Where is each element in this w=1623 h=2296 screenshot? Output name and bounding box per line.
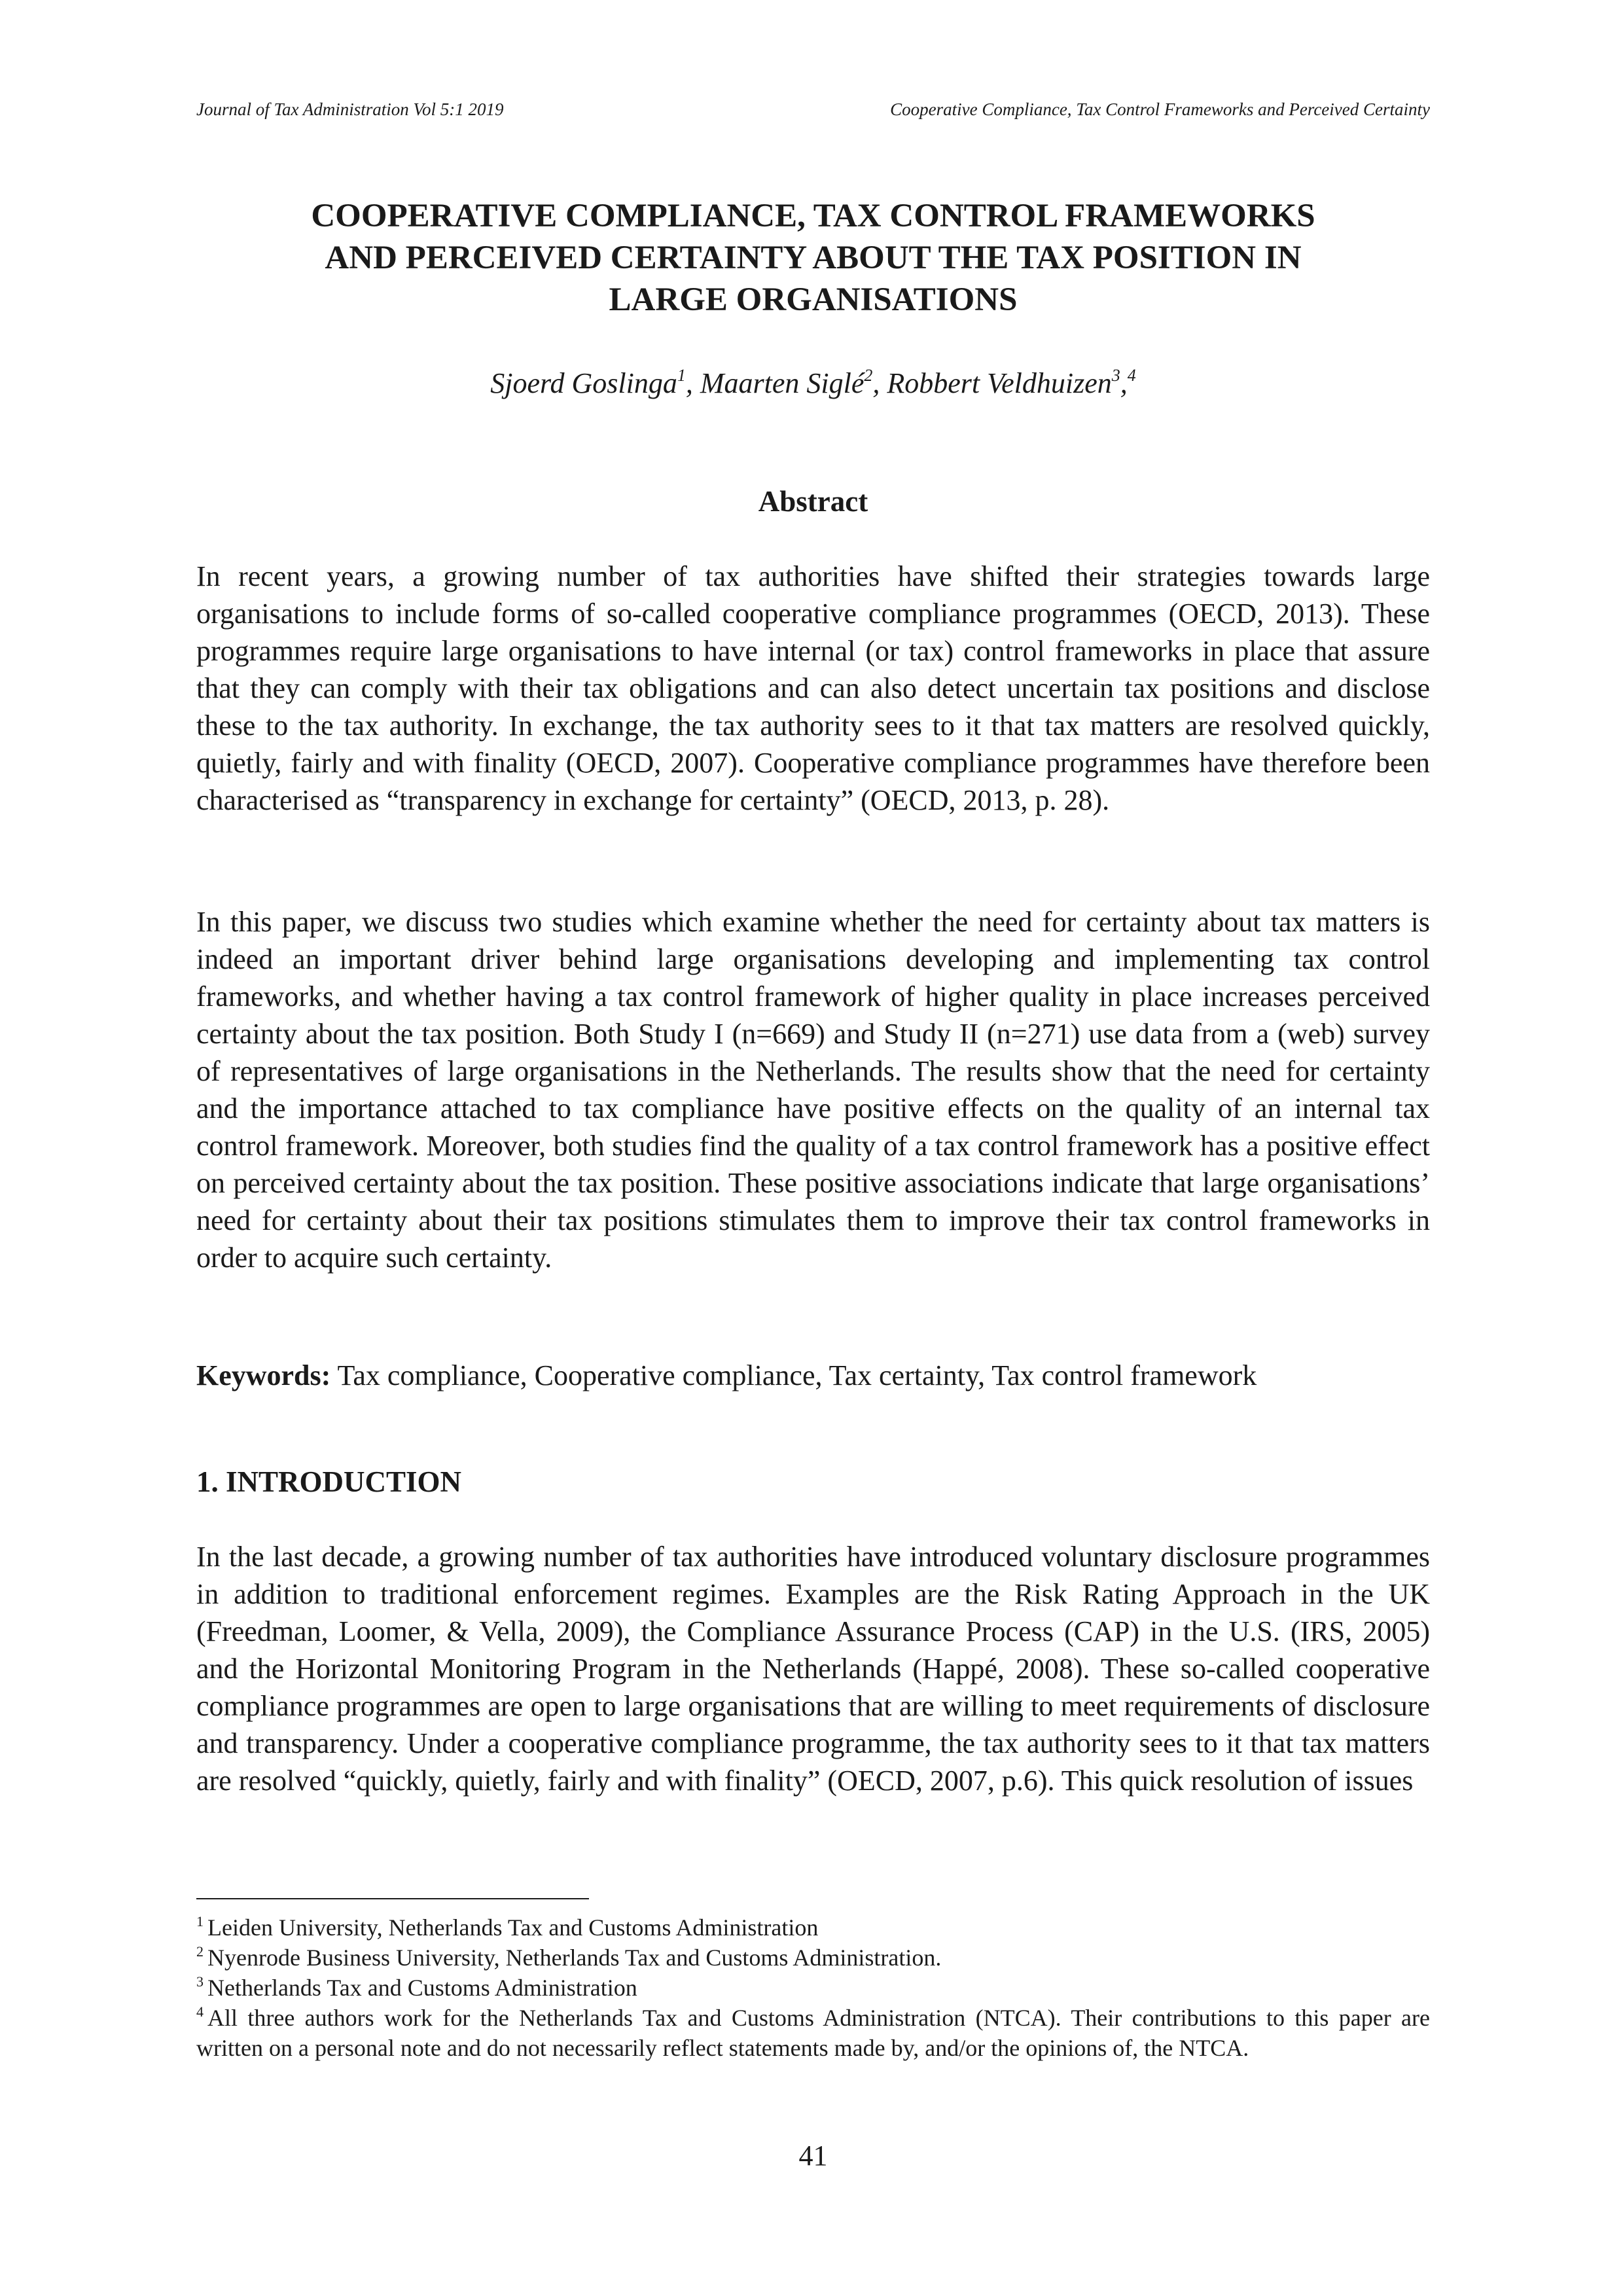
footnote-text: Netherlands Tax and Customs Administration <box>207 1975 637 2001</box>
author-affiliation-marker[interactable]: 3 <box>1111 366 1120 385</box>
author-affiliation-marker[interactable]: 2 <box>864 366 873 385</box>
footnote-text: Leiden University, Netherlands Tax and Customs Administration <box>207 1914 819 1941</box>
journal-name: Journal of Tax Administration Vol 5:1 2019 <box>196 99 504 119</box>
footnote-item <box>196 1943 1430 1973</box>
abstract-paragraph: In this paper, we discuss two studies which examine whether the need for certainty about tax matters is indeed an important driver behind large organisations developing and implementing tax control frameworks, and whether having a tax control framework of higher quality in place increases perceived certainty about the tax position. Both Study I (n=669) and Study II (n=271) use data from a (web) survey of representatives of large organisations in the Netherlands. The results show that the need for certainty and the importance attached to tax compliance have positive effects on the quality of an internal tax control framework. Moreover, both studies find the quality of a tax control framework has a positive effect on perceived certainty about the tax position. These positive associations indicate that large organisations’ need for certainty about their tax positions stimulates them to improve their tax control frameworks in order to acquire such certainty. <box>196 906 1430 1274</box>
section-heading-introduction: 1. INTRODUCTION <box>196 1465 462 1498</box>
author-affiliation-marker[interactable]: 1 <box>677 366 686 385</box>
author-name: Robbert Veldhuizen <box>887 367 1112 399</box>
title-line: COOPERATIVE COMPLIANCE, TAX CONTROL FRAMEWORKS <box>311 198 1315 234</box>
footnote-number: 2 <box>196 1943 204 1960</box>
running-head <box>196 98 1430 120</box>
author-separator: , <box>872 367 887 399</box>
author-affiliation-marker[interactable]: 4 <box>1127 366 1136 385</box>
footnote-item <box>196 2003 1430 2063</box>
footnote-number: 3 <box>196 1973 204 1990</box>
footnote-number: 4 <box>196 2003 204 2020</box>
footnote-text: All three authors work for the Netherlands Tax and Customs Administration (NTCA). Their contributions to this paper are written on a personal note and do not necessarily reflect statements made by, and/or the opinions of, the NTCA. <box>196 2005 1430 2061</box>
running-title: Cooperative Compliance, Tax Control Frameworks and Perceived Certainty <box>890 99 1430 119</box>
footnote-divider <box>196 1898 589 1899</box>
keywords <box>196 1357 1430 1394</box>
author-list <box>196 365 1430 402</box>
footnote-text: Nyenrode Business University, Netherlands Tax and Customs Administration. <box>207 1945 942 1971</box>
footnotes <box>196 1912 1430 2063</box>
abstract-paragraph: In recent years, a growing number of tax authorities have shifted their strategies towards large organisations to include forms of so-called cooperative compliance programmes (OECD, 2013). These programmes require large organisations to have internal (or tax) control frameworks in place that assure that they can comply with their tax obligations and can also detect uncertain tax positions and disclose these to the tax authority. In exchange, the tax authority sees to it that tax matters are resolved quickly, quietly, fairly and with finality (OECD, 2007). Cooperative compliance programmes have therefore been characterised as “transparency in exchange for certainty” (OECD, 2013, p. 28). <box>196 560 1430 816</box>
footnote-number: 1 <box>196 1913 204 1929</box>
footnote-item <box>196 1912 1430 1943</box>
page-number: 41 <box>798 2140 828 2172</box>
author-separator: , <box>685 367 700 399</box>
author-separator: , <box>1120 367 1128 399</box>
footnote-item <box>196 1973 1430 2003</box>
paper-title <box>196 195 1430 321</box>
author-name: Sjoerd Goslinga <box>490 367 677 399</box>
abstract-heading: Abstract <box>758 485 868 518</box>
author-name: Maarten Siglé <box>700 367 865 399</box>
keywords-label: Keywords: <box>196 1359 331 1391</box>
keywords-list: Tax compliance, Cooperative compliance, Tax certainty, Tax control framework <box>330 1359 1257 1391</box>
title-line: LARGE ORGANISATIONS <box>609 281 1018 318</box>
introduction-paragraph: In the last decade, a growing number of tax authorities have introduced voluntary disclosure programmes in addition to traditional enforcement regimes. Examples are the Risk Rating Approach in the UK (Freedman, Loomer, & Vella, 2009), the Compliance Assurance Process (CAP) in the U.S. (IRS, 2005) and the Horizontal Monitoring Program in the Netherlands (Happé, 2008). These so-called cooperative compliance programmes are open to large organisations that are willing to meet requirements of disclosure and transparency. Under a cooperative compliance programme, the tax authority sees to it that tax matters are resolved “quickly, quietly, fairly and with finality” (OECD, 2007, p.6). This quick resolution of issues <box>196 1541 1430 1797</box>
title-line: AND PERCEIVED CERTAINTY ABOUT THE TAX POSITION IN <box>325 240 1302 276</box>
